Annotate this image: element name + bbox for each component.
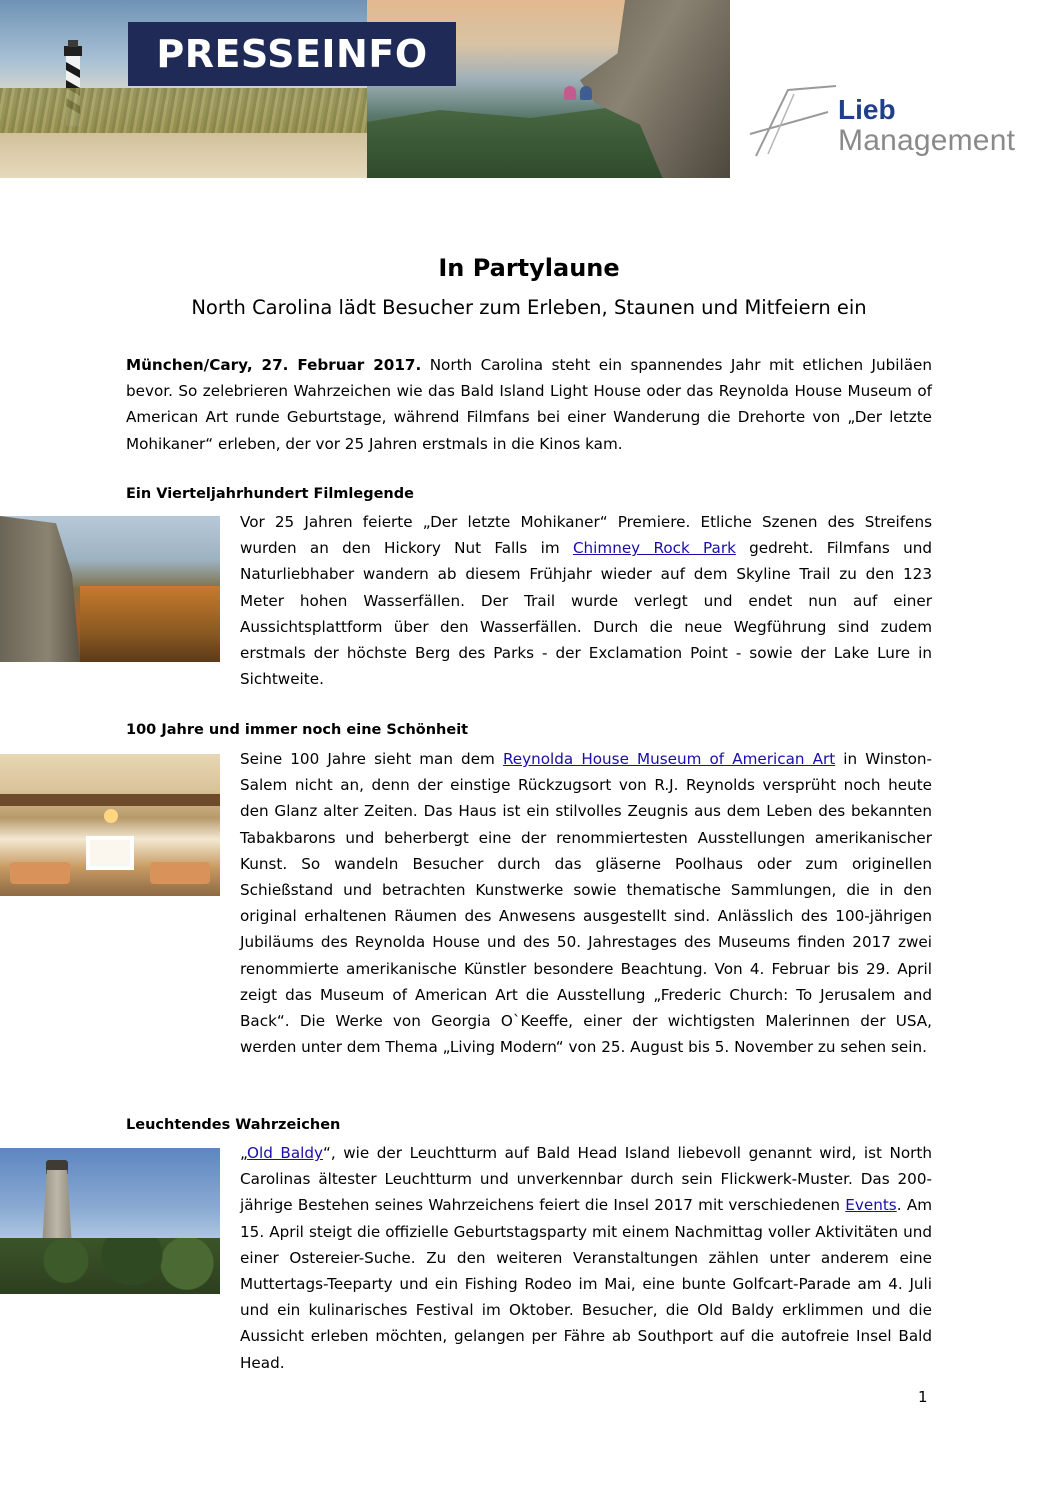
section-text: gedreht. Filmfans und Naturliebhaber wandern ab diesem Frühjahr wieder auf dem Skyline Trail zu den 123 Meter hohen Wasserfällen. Der Trail wurde verlegt und endet nun auf einer Aussichtsplattform über den Wasserfällen. Durch die neue Wegführung sind zudem erstmals der höchste Berg des Parks - der Exclamation Point - sowie der Lake Lure in Sichtweite.: [240, 539, 932, 689]
document-subtitle: North Carolina lädt Besucher zum Erleben, Staunen und Mitfeiern ein: [191, 296, 867, 319]
logo-text-lieb: Lieb: [838, 94, 896, 125]
section-text: in Winston-Salem nicht an, denn der einstige Rückzugsort von R.J. Reynolds versprüht noch heute den Glanz alter Zeiten. Das Haus ist ein stilvolles Zeugnis aus dem Leben des bekannten Tabakbarons und beherbergt eine der renommiertesten Ausstellungen amerikanischer Kunst. So wandeln Besucher durch das gläserne Poolhaus oder zum originellen Schießstand und betrachten Kunstwerke sowie thematische Sammlungen, die in den original erhaltenen Räumen des Anwesens ausgestellt sind. Anlässlich des 100-jährigen Jubiläums des Reynolda House und des 50. Jahrestages des Museums finden 2017 zwei renommierte amerikanische Künstler besondere Beachtung. Von 4. Februar bis 29. April zeigt das Museum of American Art die Ausstellung „Frederic Church: To Jerusalem and Back“. Die Werke von Georgia O`Keeffe, einer der wichtigsten Malerinnen der USA, werden unter dem Thema „Living Modern“ von 25. August bis 5. November zu sehen sein.: [240, 750, 933, 1057]
old-baldy-link[interactable]: Old Baldy: [247, 1144, 323, 1162]
lieb-management-logo[interactable]: [748, 84, 1048, 174]
logo-mark-icon: [748, 84, 838, 164]
document-title: In Partylaune: [438, 254, 620, 282]
reynolda-house-photo: [0, 754, 220, 896]
events-link[interactable]: Events: [845, 1196, 897, 1215]
section-text: “, wie der Leuchtturm auf Bald Head Island liebevoll genannt wird, ist North Carolinas ältester Leuchtturm und unverkennbar durch sein Flickwerk-Muster. Das 200-jährige Bestehen seines Wahrzeichens feiert die Insel 2017 mit verschiedenen: [240, 1144, 933, 1215]
section-heading-wahrzeichen: Leuchtendes Wahrzeichen: [126, 1117, 341, 1133]
intro-paragraph: [126, 352, 932, 457]
section-text: „: [240, 1144, 248, 1162]
old-baldy-lighthouse-photo: [0, 1148, 220, 1294]
page-number: 1: [918, 1388, 928, 1406]
section-text: Vor 25 Jahren feierte „Der letzte Mohikaner“ Premiere. Etliche Szenen des Streifens wurden an den Hickory Nut Falls im: [240, 513, 932, 558]
section-paragraph-reynolda: [240, 746, 932, 1060]
section-text: . Am 15. April steigt die offizielle Geburtstagsparty mit einem Nachmittag voller Aktivitäten und einer Ostereier-Suche. Zu den weiteren Veranstaltungen zählen unter anderem eine Muttertags-Teeparty und ein Fishing Rodeo im Mai, eine bunte Golfcart-Parade am 4. Juli und ein kulinarisches Festival im Oktober. Besucher, die Old Baldy erklimmen und die Aussicht erleben möchten, gelangen per Fähre ab Southport auf die autofreie Insel Bald Head.: [240, 1196, 932, 1372]
section-heading-filmlegende: Ein Vierteljahrhundert Filmlegende: [126, 486, 414, 502]
intro-text: North Carolina steht ein spannendes Jahr mit etlichen Jubiläen bevor. So zelebrieren Wahrzeichen wie das Bald Island Light House oder das Reynolda House Museum of American Art runde Geburtstage, während Filmfans bei einer Wanderung die Drehorte von „Der letzte Mohikaner“ erleben, der vor 25 Jahren erstmals in die Kinos kam.: [126, 356, 933, 453]
presseinfo-title: PRESSEINFO: [128, 22, 456, 86]
chimney-rock-park-link[interactable]: Chimney Rock Park: [572, 539, 736, 558]
section-text: Seine 100 Jahre sieht man dem: [240, 750, 503, 768]
dateline: München/Cary, 27. Februar 2017.: [126, 356, 422, 374]
logo-text-management: Management: [838, 124, 1016, 157]
section-paragraph-wahrzeichen: [240, 1140, 932, 1376]
section-paragraph-filmlegende: [240, 509, 932, 692]
chimney-rock-photo: [0, 516, 220, 662]
reynolda-house-link[interactable]: Reynolda House Museum of American Art: [502, 750, 836, 768]
section-heading-reynolda: 100 Jahre und immer noch eine Schönheit: [126, 722, 469, 738]
